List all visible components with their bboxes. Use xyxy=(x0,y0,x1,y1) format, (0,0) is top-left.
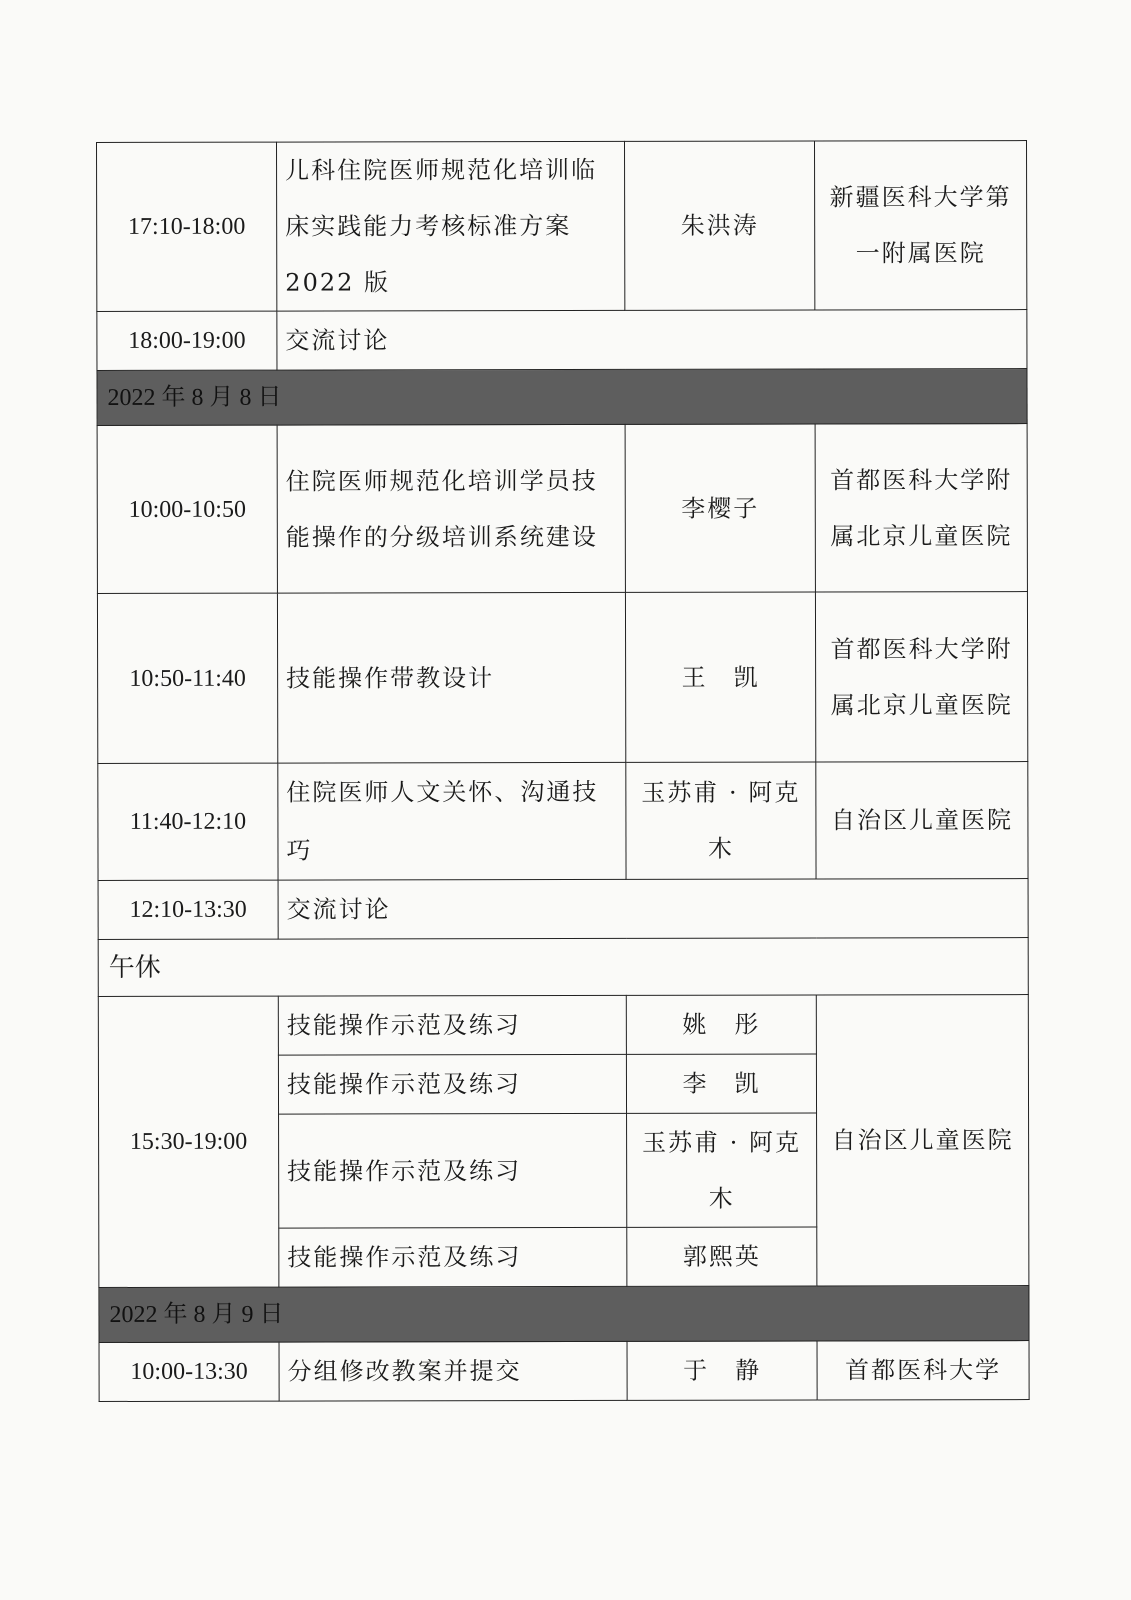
date-header-row xyxy=(97,369,1027,426)
time-cell: 11:40-12:10 xyxy=(98,763,278,880)
date-header-row xyxy=(99,1286,1029,1343)
speaker-cell: 姚 彤 xyxy=(626,995,816,1054)
time-cell: 17:10-18:00 xyxy=(97,142,277,311)
org-cell: 自治区儿童医院 xyxy=(816,762,1028,879)
topic-cell: 技能操作示范及练习 xyxy=(279,1113,627,1228)
topic-cell: 技能操作示范及练习 xyxy=(278,1054,626,1114)
table-row xyxy=(98,879,1028,940)
speaker-cell: 李樱子 xyxy=(625,424,815,592)
date-header: 2022 年 8 月 9 日 xyxy=(99,1286,1029,1343)
speaker-cell: 于 静 xyxy=(627,1341,817,1400)
topic-cell: 分组修改教案并提交 xyxy=(279,1341,627,1401)
table-row xyxy=(99,1341,1029,1402)
speaker-cell: 玉苏甫 · 阿克木 xyxy=(626,762,816,879)
speaker-cell: 郭熙英 xyxy=(627,1227,817,1286)
time-cell: 10:00-13:30 xyxy=(99,1342,279,1401)
speaker-cell: 王 凯 xyxy=(625,592,815,762)
topic-cell: 住院医师人文关怀、沟通技巧 xyxy=(278,762,626,880)
time-cell: 15:30-19:00 xyxy=(98,996,279,1287)
speaker-cell: 朱洪涛 xyxy=(624,141,814,310)
time-cell: 10:50-11:40 xyxy=(97,593,277,763)
table-row xyxy=(97,310,1027,371)
table-row xyxy=(98,995,1028,1056)
topic-cell: 儿科住院医师规范化培训临床实践能力考核标准方案 2022 版 xyxy=(277,141,625,311)
topic-cell: 住院医师规范化培训学员技能操作的分级培训系统建设 xyxy=(277,424,625,593)
topic-cell: 交流讨论 xyxy=(277,310,1027,371)
table-row xyxy=(97,592,1027,764)
org-cell: 首都医科大学附属北京儿童医院 xyxy=(815,424,1027,592)
table-row xyxy=(97,141,1027,312)
noon-break-row xyxy=(98,938,1028,997)
table-row xyxy=(97,424,1027,594)
noon-break-label: 午休 xyxy=(98,938,1028,997)
time-cell: 10:00-10:50 xyxy=(97,425,277,593)
schedule-table xyxy=(96,140,1030,1402)
date-header: 2022 年 8 月 8 日 xyxy=(97,369,1027,426)
org-cell: 新疆医科大学第一附属医院 xyxy=(814,141,1026,310)
topic-cell: 技能操作示范及练习 xyxy=(278,995,626,1055)
speaker-cell: 李 凯 xyxy=(626,1054,816,1113)
topic-cell: 技能操作带教设计 xyxy=(277,592,625,763)
org-cell: 自治区儿童医院 xyxy=(816,995,1029,1286)
topic-cell: 交流讨论 xyxy=(278,879,1028,940)
topic-cell: 技能操作示范及练习 xyxy=(279,1227,627,1287)
speaker-cell: 玉苏甫 · 阿克木 xyxy=(627,1113,817,1227)
table-row xyxy=(98,762,1028,881)
time-cell: 18:00-19:00 xyxy=(97,311,277,370)
org-cell: 首都医科大学附属北京儿童医院 xyxy=(815,592,1027,762)
time-cell: 12:10-13:30 xyxy=(98,880,278,939)
org-cell: 首都医科大学 xyxy=(817,1341,1029,1400)
